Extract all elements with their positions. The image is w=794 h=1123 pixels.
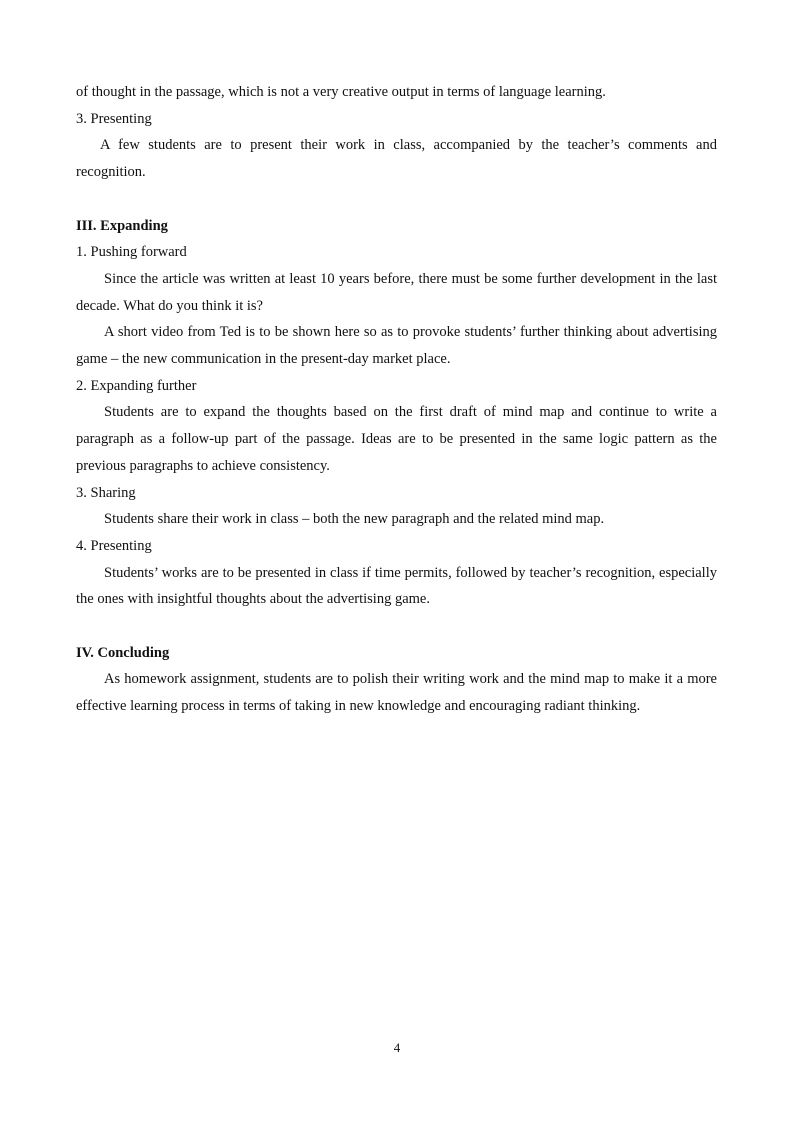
paragraph-sharing: Students share their work in class – both the new paragraph and the related mind map.	[104, 511, 605, 528]
page-number: 4	[393, 1040, 401, 1055]
subheading-presenting: 3. Presenting	[76, 110, 152, 127]
paragraph-expand-thoughts: Students are to expand the thoughts based on the first draft of mind map and continue to write a paragraph as a follow-up part of the passage. Ideas are to be presented in the same logic pattern as the previous paragraphs to achieve consistency.	[76, 404, 717, 474]
subheading-expanding-further: 2. Expanding further	[76, 377, 197, 394]
document-body	[76, 79, 717, 720]
section-heading-concluding: IV. Concluding	[76, 644, 170, 661]
paragraph-continuation: of thought in the passage, which is not a very creative output in terms of language learning.	[76, 84, 606, 100]
section-heading-expanding: III. Expanding	[76, 217, 168, 234]
spacer	[76, 613, 717, 640]
paragraph-presenting: A few students are to present their work in class, accompanied by the teacher’s comments and recognition.	[76, 137, 717, 181]
paragraph-homework: As homework assignment, students are to polish their writing work and the mind map to make it a more effective learning process in terms of taking in new knowledge and encouraging radiant thinking.	[76, 671, 717, 715]
subheading-sharing: 3. Sharing	[76, 484, 136, 501]
subheading-pushing-forward: 1. Pushing forward	[76, 244, 187, 261]
subheading-presenting-2: 4. Presenting	[76, 537, 152, 554]
paragraph-works-presented: Students’ works are to be presented in class if time permits, followed by teacher’s recognition, especially the ones with insightful thoughts about the advertising game.	[76, 564, 717, 608]
paragraph-since-article: Since the article was written at least 10 years before, there must be some further development in the last decade. What do you think it is?	[76, 270, 717, 314]
paragraph-ted-video: A short video from Ted is to be shown here so as to provoke students’ further thinking about advertising game – the new communication in the present-day market place.	[76, 324, 717, 368]
spacer	[76, 186, 717, 213]
